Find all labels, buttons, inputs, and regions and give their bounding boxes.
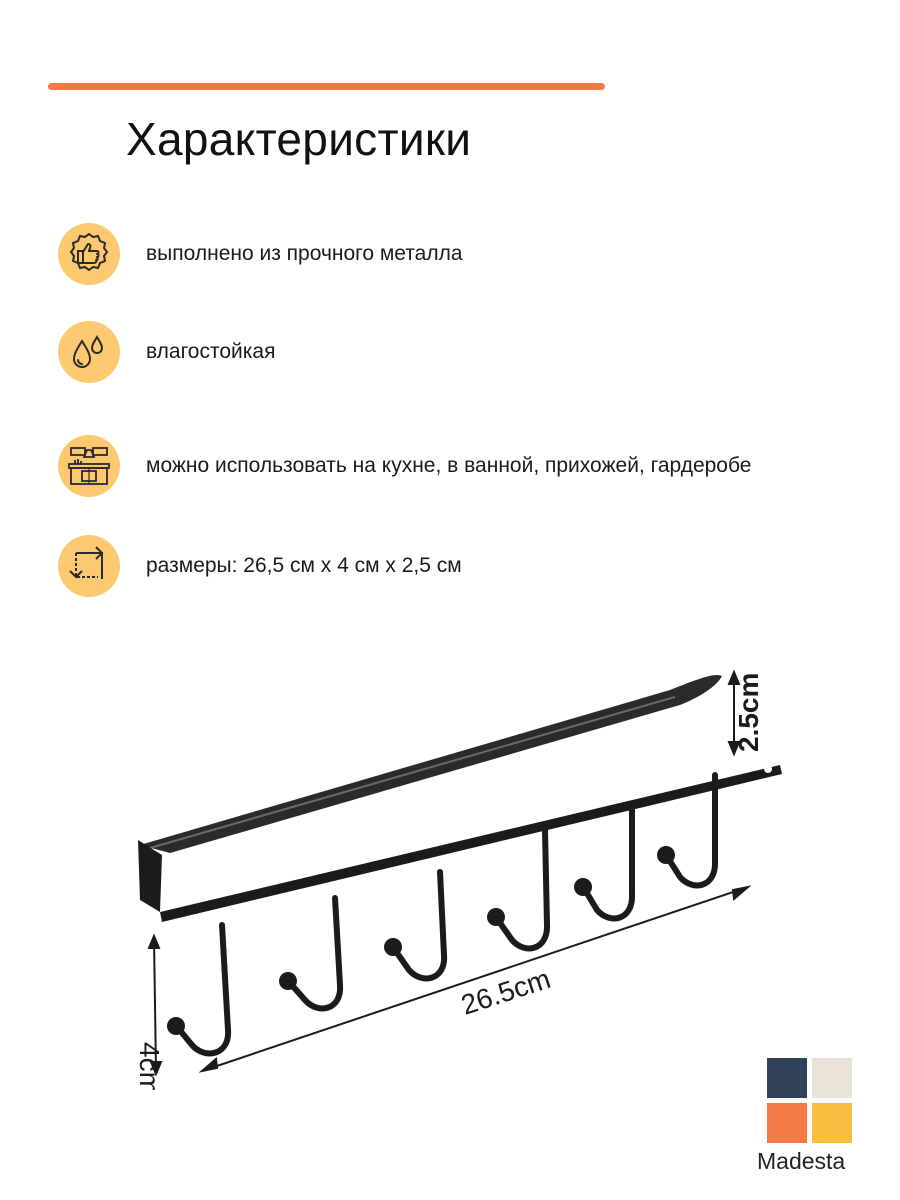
- logo-square-yellow: [812, 1103, 852, 1143]
- rack-bottom-bar: [160, 765, 782, 922]
- feature-text: влагостойкая: [146, 340, 276, 363]
- feature-text: размеры: 26,5 см х 4 см х 2,5 см: [146, 554, 462, 577]
- page-title: Характеристики: [126, 113, 472, 165]
- thumbs-up-badge-icon: [58, 223, 120, 285]
- water-drops-icon: [58, 321, 120, 383]
- brand-name: Madesta: [757, 1148, 846, 1174]
- logo-square-beige: [812, 1058, 852, 1098]
- kitchen-icon: [58, 435, 120, 497]
- depth-label: 4cm: [134, 1042, 165, 1090]
- feature-item-durable-metal: [58, 222, 888, 286]
- logo-square-navy: [767, 1058, 807, 1098]
- feature-item-dimensions: [58, 534, 888, 598]
- feature-item-water-resistant: [58, 320, 888, 384]
- hook-rack-image: [110, 650, 790, 1090]
- length-label: 26.5cm: [457, 962, 555, 1021]
- feature-text: можно использовать на кухне, в ванной, прихожей, гардеробе: [146, 454, 752, 477]
- dimensions-arrows-icon: [58, 535, 120, 597]
- accent-bar: [48, 83, 605, 90]
- feature-item-usage-places: [58, 434, 888, 498]
- logo-square-orange: [767, 1103, 807, 1143]
- gap-label: 2.5cm: [733, 672, 764, 752]
- brand-logo: [752, 1050, 872, 1180]
- feature-text: выполнено из прочного металла: [146, 242, 463, 265]
